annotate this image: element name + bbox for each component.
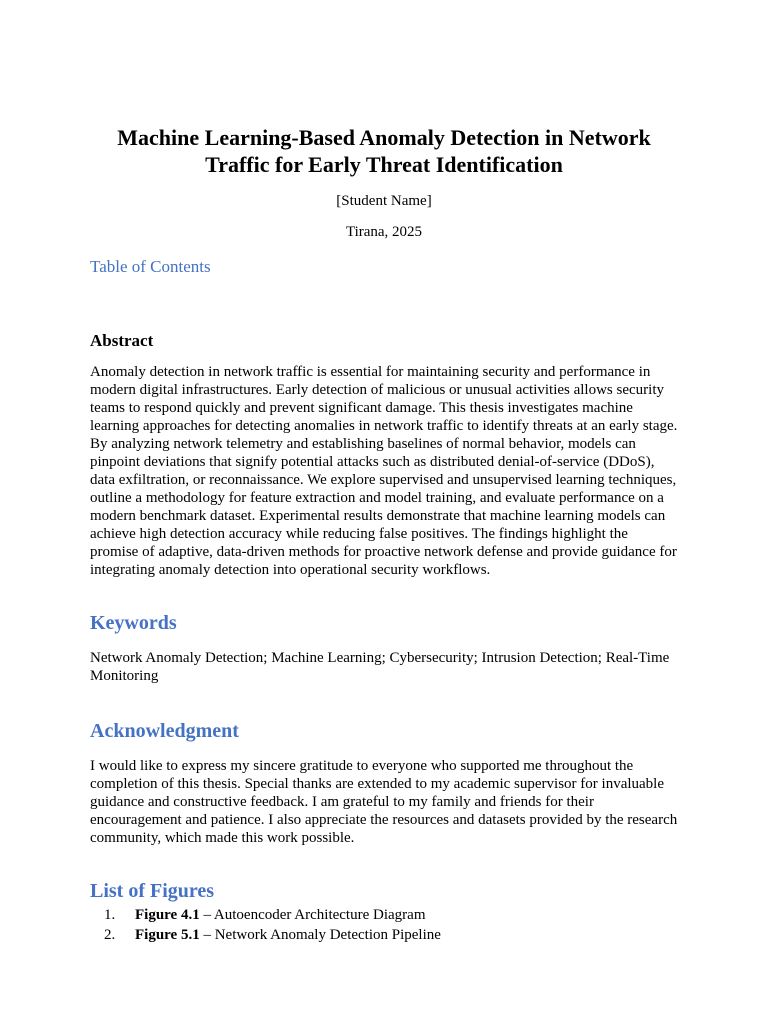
keywords-heading: Keywords: [90, 612, 177, 634]
figure-separator: –: [199, 907, 214, 923]
figure-label: Figure 4.1: [135, 907, 200, 923]
figure-list-number: 2.: [104, 927, 116, 943]
figure-list: [90, 905, 678, 945]
figure-caption: Network Anomaly Detection Pipeline: [214, 927, 441, 943]
page-content: [90, 124, 678, 945]
place-date: Tirana, 2025: [345, 224, 423, 240]
figure-separator: –: [199, 927, 215, 943]
document-title: Machine Learning-Based Anomaly Detection in Network Traffic for Early Threat Identification: [117, 125, 651, 177]
author-name: [Student Name]: [336, 193, 432, 209]
abstract-heading: Abstract: [90, 331, 154, 350]
figure-list-item[interactable]: [90, 925, 678, 945]
figure-list-item[interactable]: [90, 905, 678, 925]
abstract-text: Anomaly detection in network traffic is essential for maintaining security and performance in modern digital infrastructures. Early detection of malicious or unusual activities allows security teams to respond quickly and prevent significant damage. This thesis investigates machine learning approaches for detecting anomalies in network traffic to identify threats at an early stage. By analyzing network telemetry and establishing baselines of normal behavior, models can pinpoint deviations that signify potential attacks such as distributed denial-of-service (DDoS), data exfiltration, or reconnaissance. We explore supervised and unsupervised learning techniques, outline a methodology for feature extraction and model training, and evaluate performance on a modern benchmark dataset. Experimental results demonstrate that machine learning models can achieve high detection accuracy while reducing false positives. The findings highlight the promise of adaptive, data-driven methods for proactive network defense and provide guidance for integrating anomaly detection into operational security workflows.: [90, 364, 678, 578]
figure-label: Figure 5.1: [135, 927, 200, 943]
figures-heading: List of Figures: [90, 880, 215, 902]
acknowledgment-text: I would like to express my sincere gratitude to everyone who supported me throughout the completion of this thesis. Special thanks are extended to my academic supervisor for invaluable guidance and constructive feedback. I am grateful to my family and friends for their encouragement and patience. I also appreciate the resources and datasets provided by the research community, which made this work possible.: [90, 758, 678, 846]
acknowledgment-heading: Acknowledgment: [90, 720, 239, 742]
keywords-text: Network Anomaly Detection; Machine Learning; Cybersecurity; Intrusion Detection; Real-Time Monitoring: [90, 650, 670, 684]
toc-heading[interactable]: Table of Contents: [90, 257, 211, 276]
figure-caption: Autoencoder Architecture Diagram: [213, 907, 426, 923]
figure-list-number: 1.: [104, 907, 116, 923]
